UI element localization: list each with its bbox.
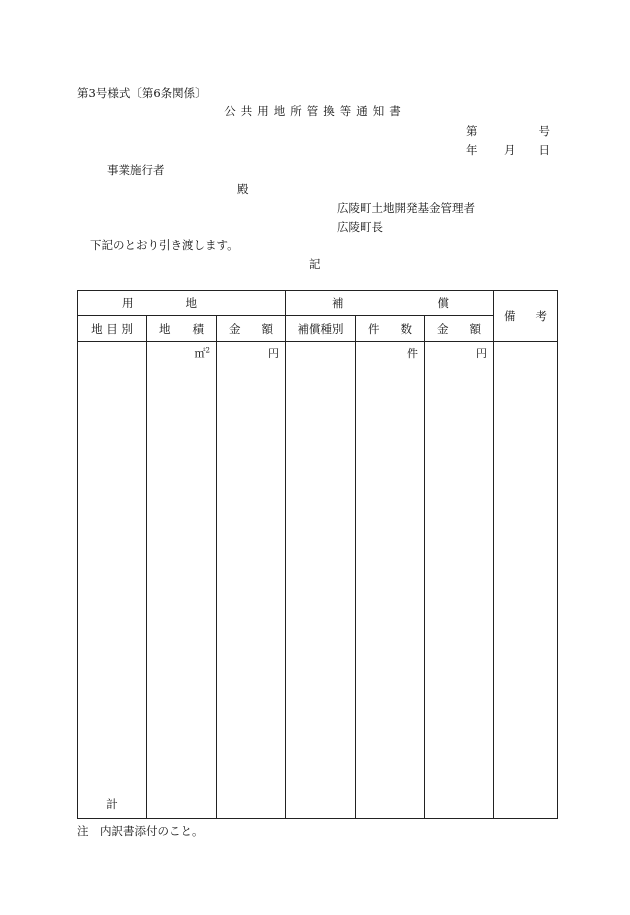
unit-area-text: ㎡: [194, 347, 206, 360]
header-comp-1: 補: [332, 296, 344, 310]
cell-land-category: [78, 342, 147, 819]
date-day: 日: [538, 143, 550, 157]
col-count-2: 数: [400, 321, 412, 336]
cell-amount-land: [217, 342, 286, 819]
header-remarks: [494, 291, 558, 342]
transfer-table: [77, 290, 558, 819]
col-amount1-2: 額: [261, 321, 273, 336]
col-amount-compensation: [425, 316, 494, 342]
header-remarks-2: 考: [535, 309, 547, 323]
header-remarks-1: 備: [504, 309, 516, 323]
total-label: 計: [106, 797, 118, 811]
col-count-1: 件: [368, 321, 380, 336]
header-land-2: 地: [185, 296, 197, 310]
cell-amount-compensation: [425, 342, 494, 819]
reference-number: [466, 123, 550, 139]
form-number: 第3号様式〔第6条関係〕: [77, 86, 207, 100]
date-month: 月: [504, 143, 516, 157]
col-compensation-type: 補償種別: [286, 316, 356, 342]
unit-yen: 円: [268, 347, 279, 360]
issue-date: [466, 142, 550, 158]
header-land-1: 用: [122, 296, 134, 310]
cell-area: [147, 342, 217, 819]
header-land: [78, 291, 286, 316]
footnote: 注 内訳書添付のこと。: [77, 824, 204, 838]
unit-area-sup: 2: [205, 346, 210, 355]
reference-dai: 第: [466, 124, 478, 138]
sender-name: 広陵町長: [337, 220, 383, 234]
col-amount1-1: 金: [229, 321, 241, 336]
col-amount2-2: 額: [469, 321, 481, 336]
addressee: 事業施行者: [107, 163, 165, 177]
unit-area: [195, 345, 210, 361]
ki-heading: 記: [309, 257, 321, 271]
sender-organization: 広陵町土地開発基金管理者: [337, 201, 475, 215]
col-area: [147, 316, 217, 342]
unit-ken: 件: [407, 347, 418, 360]
cell-count: [356, 342, 425, 819]
date-year: 年: [466, 143, 478, 157]
col-land-category: 地 目 別: [78, 316, 147, 342]
body-text: 下記のとおり引き渡します。: [90, 238, 239, 252]
header-compensation: [286, 291, 494, 316]
cell-compensation-type: [286, 342, 356, 819]
reference-go: 号: [538, 124, 550, 138]
col-amount-land: [217, 316, 286, 342]
col-count: [356, 316, 425, 342]
honorific: 殿: [237, 182, 249, 196]
cell-remarks: [494, 342, 558, 819]
col-amount2-1: 金: [437, 321, 449, 336]
header-comp-2: 償: [437, 296, 449, 310]
col-area-1: 地: [159, 321, 171, 336]
col-area-2: 積: [192, 321, 204, 336]
document-title: 公共用地所管換等通知書: [224, 104, 406, 118]
unit-yen-2: 円: [476, 347, 487, 360]
